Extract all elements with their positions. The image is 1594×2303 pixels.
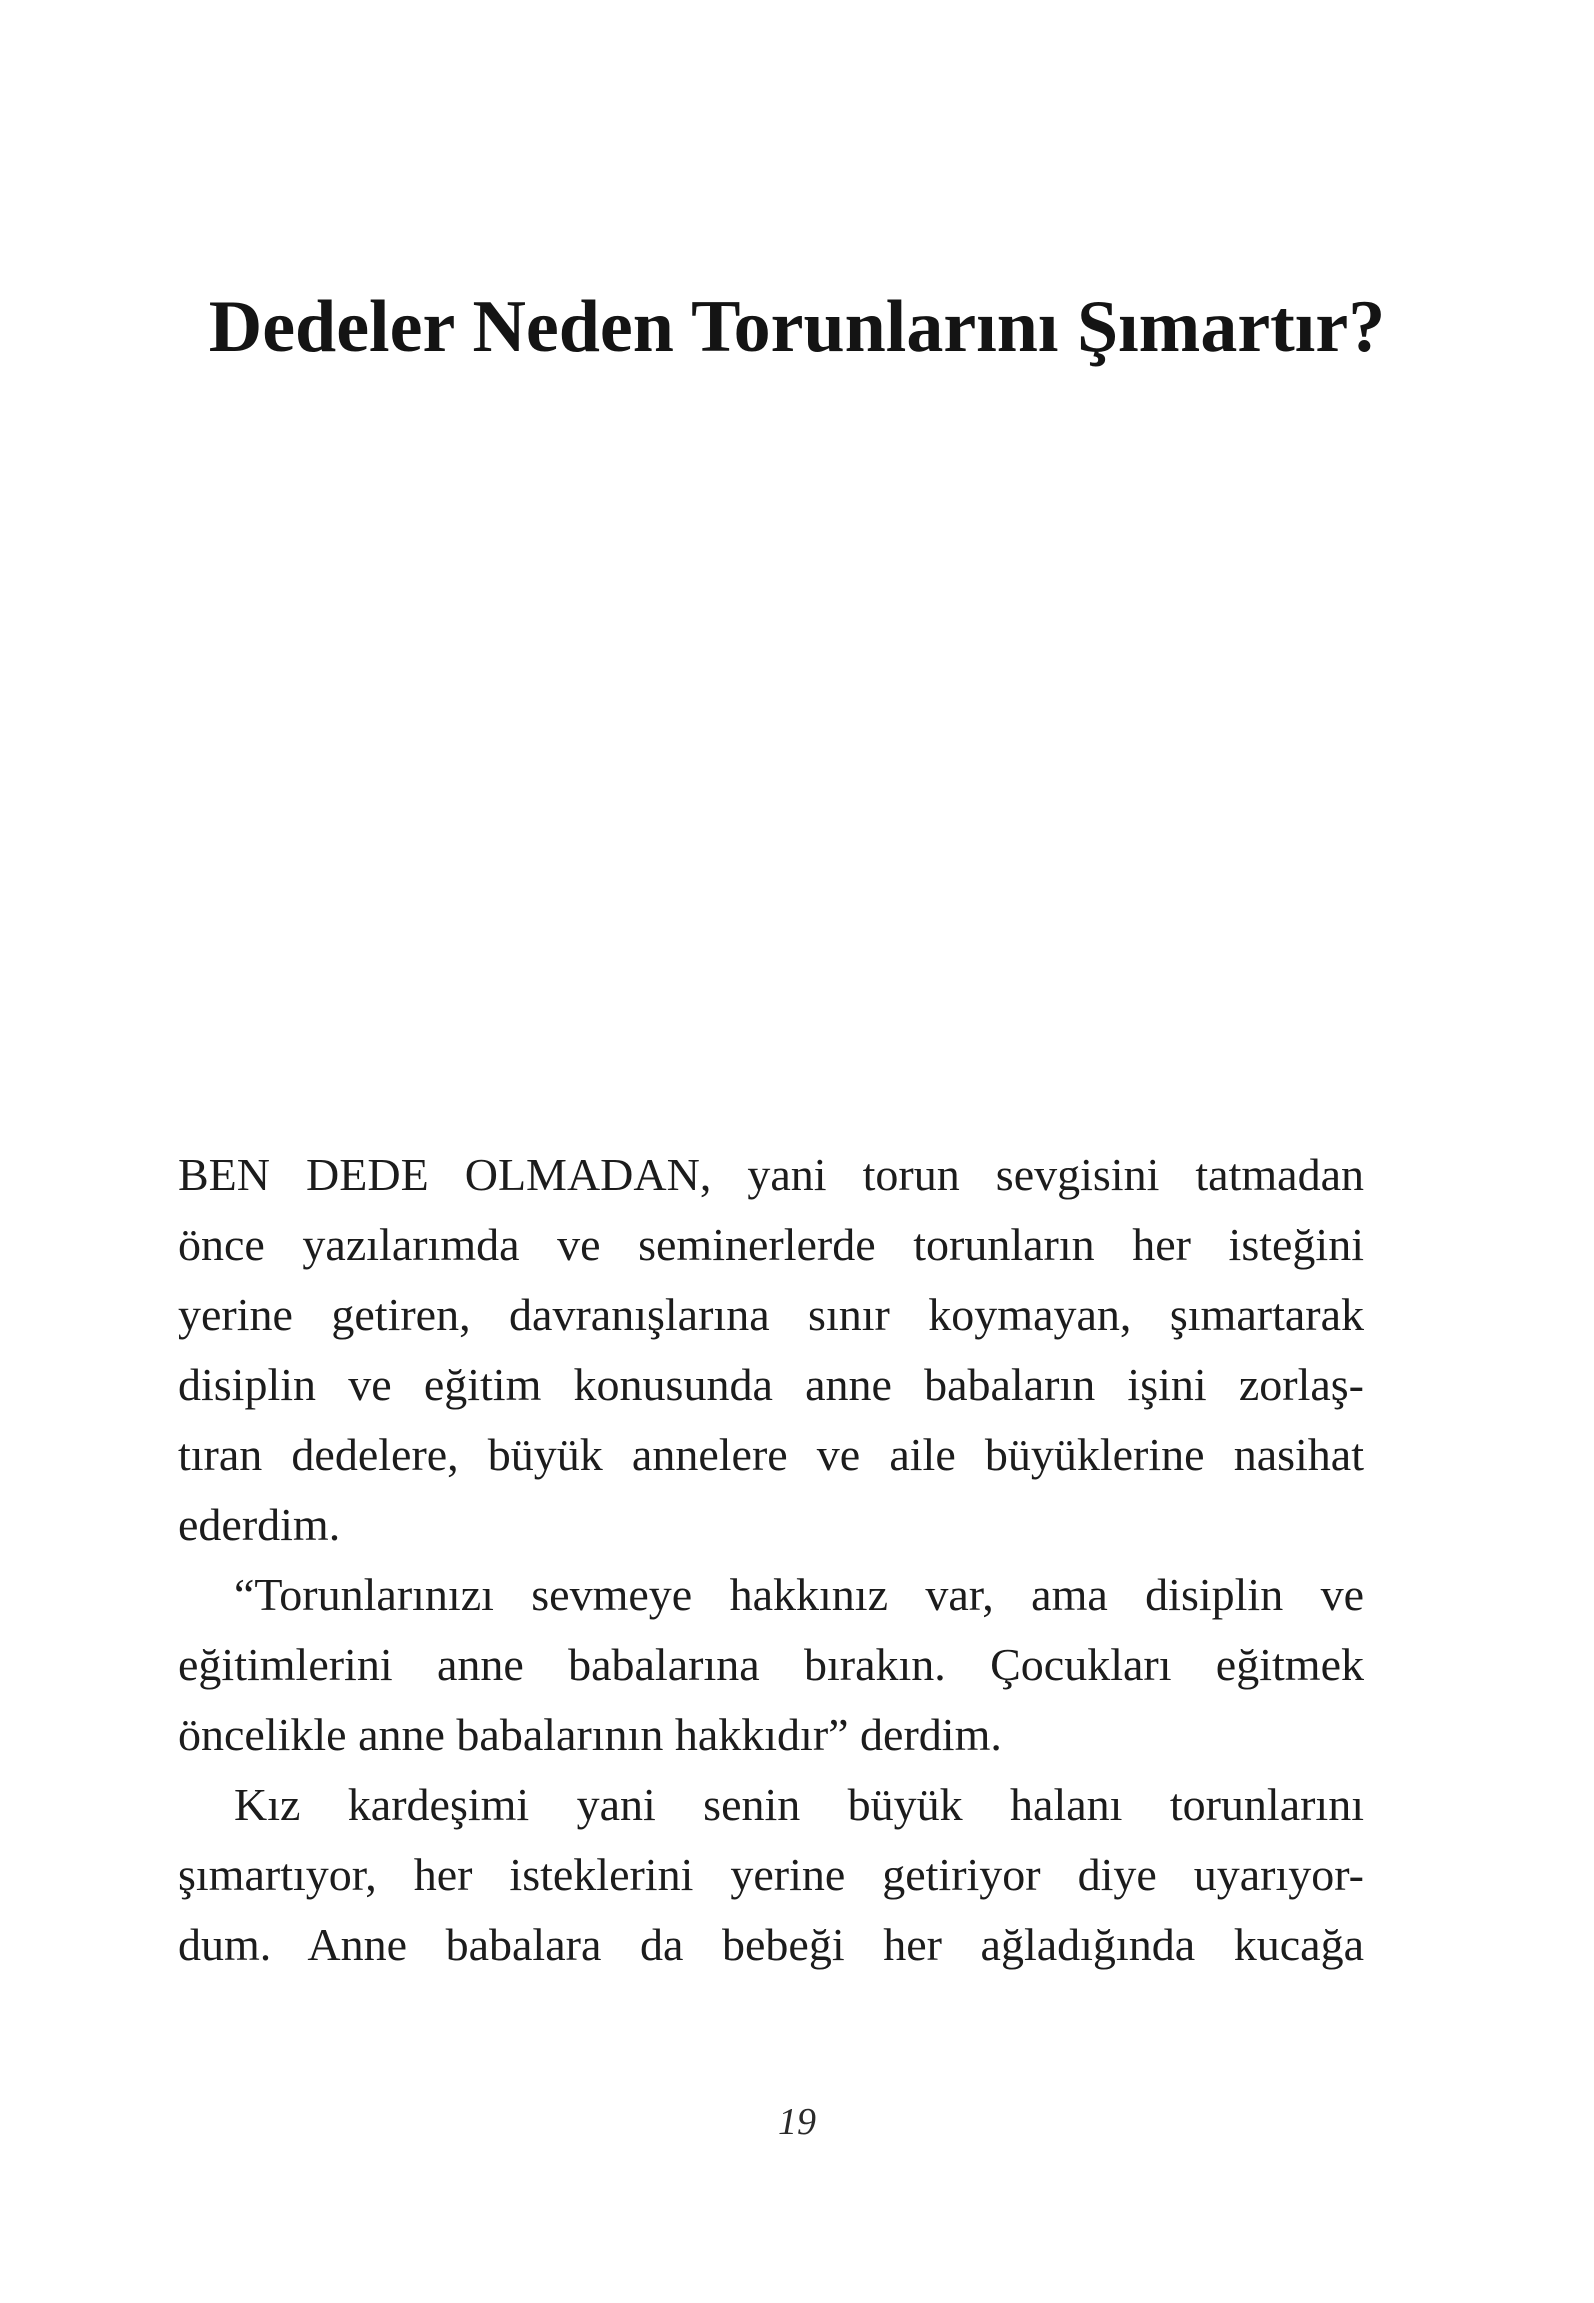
text-line: öncelikle anne babalarının hakkıdır” derdim. [178, 1709, 1002, 1760]
text-line: tıran dedelere, büyük annelere ve aile büyüklerine nasihat [178, 1429, 1364, 1480]
text-line: şımartıyor, her isteklerini yerine getiriyor diye uyarıyor- [178, 1849, 1364, 1900]
text-line: disiplin ve eğitim konusunda anne babaların işini zorlaş- [178, 1359, 1364, 1410]
paragraph-2 [178, 1560, 1364, 1770]
page-number: 19 [778, 2101, 816, 2143]
chapter-title: Dedeler Neden Torunlarını Şımartır? [208, 286, 1386, 368]
text-line: yerine getiren, davranışlarına sınır koymayan, şımartarak [178, 1289, 1364, 1340]
text-line: Kız kardeşimi yani senin büyük halanı torunlarını [234, 1779, 1364, 1830]
text-line: önce yazılarımda ve seminerlerde torunların her isteğini [178, 1219, 1364, 1270]
text-line: BEN DEDE OLMADAN, yani torun sevgisini tatmadan [178, 1149, 1364, 1200]
text-line: eğitimlerini anne babalarına bırakın. Çocukları eğitmek [178, 1639, 1364, 1690]
paragraph-1 [178, 1140, 1364, 1560]
text-line: dum. Anne babalara da bebeği her ağladığında kucağa [178, 1919, 1364, 1970]
body-text [178, 1140, 1364, 1980]
text-line: ederdim. [178, 1499, 341, 1550]
text-line: “Torunlarınızı sevmeye hakkınız var, ama disiplin ve [234, 1569, 1364, 1620]
paragraph-3 [178, 1770, 1364, 1980]
